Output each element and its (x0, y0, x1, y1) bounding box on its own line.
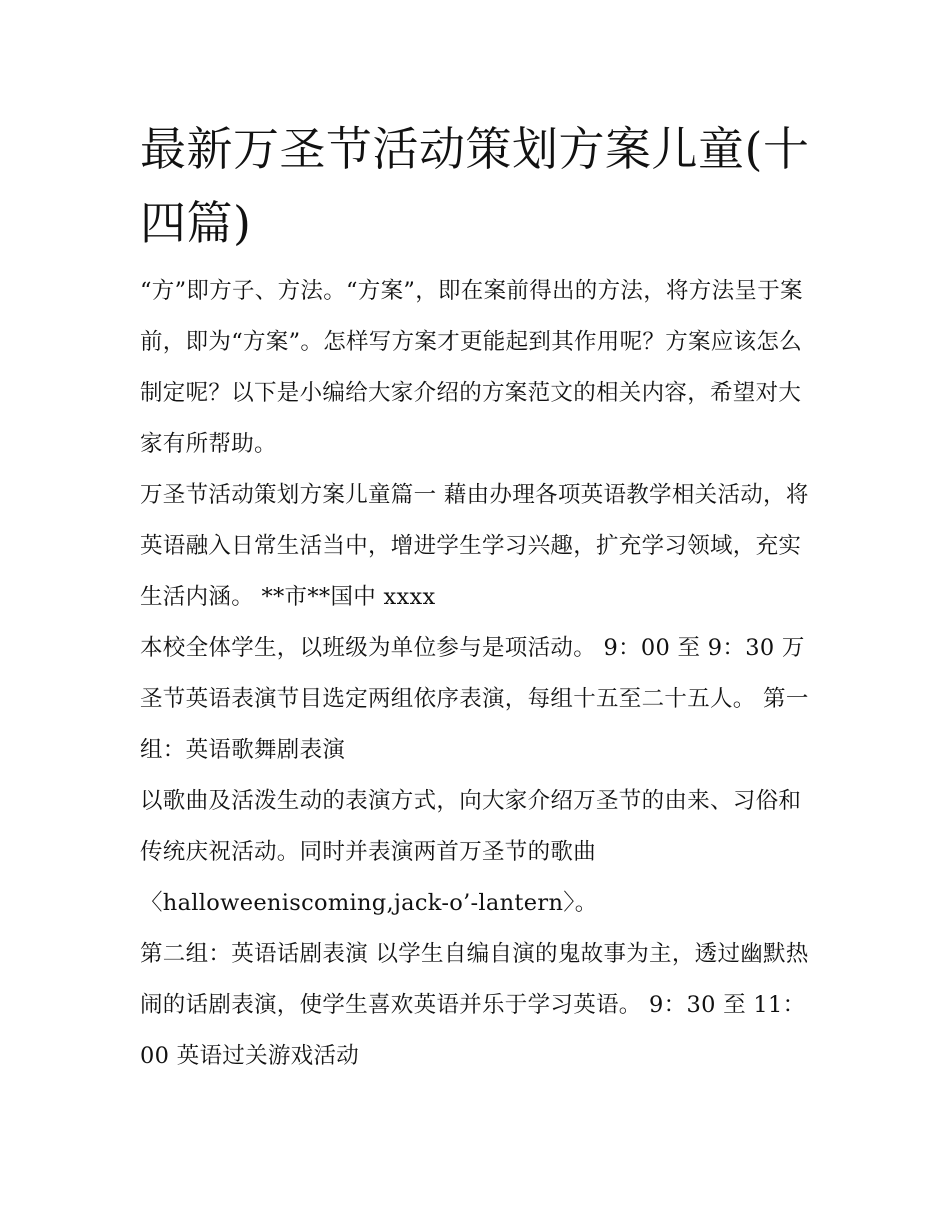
body-paragraph: 本校全体学生，以班级为单位参与是项活动。 9：00 至 9：30 万圣节英语表演节目选定两组依序表演，每组十五至二十五人。 第一组：英语歌舞剧表演 (140, 635, 809, 763)
intro-paragraph: “方”即方子、方法。“方案”，即在案前得出的方法，将方法呈于案前，即为“方案”。怎样写方案才更能起到其作用呢？方案应该怎么制定呢？以下是小编给大家介绍的方案范文的相关内容，希望对大家有所帮助。 (140, 278, 803, 457)
body-paragraph: 以歌曲及活泼生动的表演方式，向大家介绍万圣节的由来、习俗和传统庆祝活动。同时并表演两首万圣节的歌曲〈halloweeniscoming,jack-o’-lantern〉。 (140, 788, 802, 916)
document-body (140, 112, 815, 1082)
body-paragraph: 万圣节活动策划方案儿童篇一 藉由办理各项英语教学相关活动，将英语融入日常生活当中，增进学生学习兴趣，扩充学习领域，充实生活内涵。 **市**国中 xxxx (140, 482, 809, 610)
document-title: 最新万圣节活动策划方案儿童(十四篇) (140, 122, 810, 250)
body-paragraph: 第二组：英语话剧表演 以学生自编自演的鬼故事为主，透过幽默热闹的话剧表演，使学生喜欢英语并乐于学习英语。 9：30 至 11：00 英语过关游戏活动 (140, 941, 809, 1069)
